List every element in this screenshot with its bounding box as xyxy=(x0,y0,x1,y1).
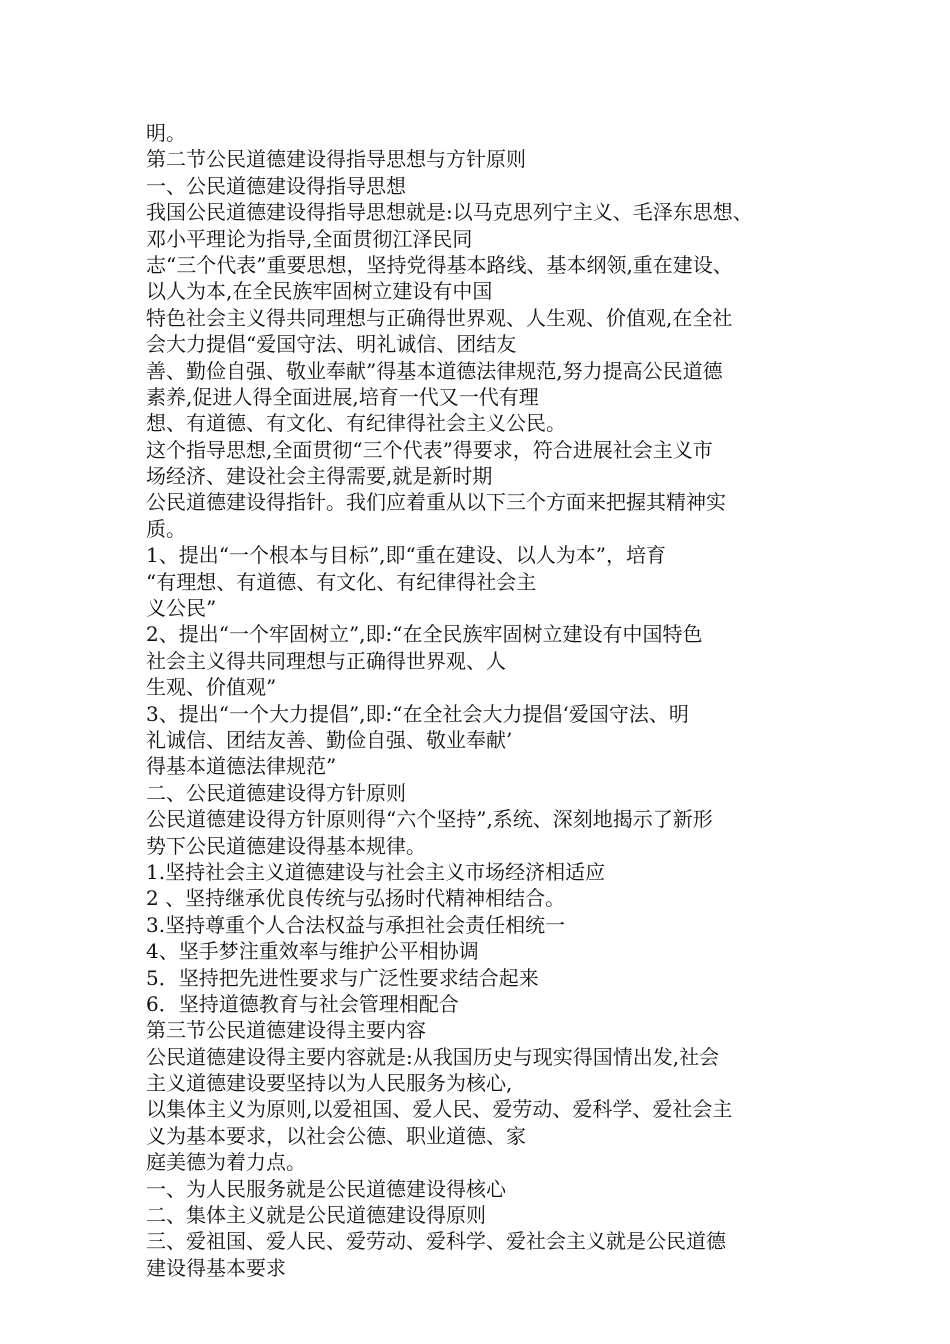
list-item: 3、提出“一个大力提倡”,即:“在全社会大力提倡‘爱国守法、明 xyxy=(146,701,689,726)
list-item: 6．坚持道德教育与社会管理相配合 xyxy=(146,991,459,1016)
text-line: 明。 xyxy=(146,121,186,145)
text-line: 以人为本,在全民族牢固树立建设有中国 xyxy=(146,279,493,304)
text-line: 场经济、建设社会主得需要,就是新时期 xyxy=(146,464,493,489)
text-line: 公民道德建设得主要内容就是:从我国历史与现实得国情出发,社会 xyxy=(146,1044,720,1069)
text-line: 庭美德为着力点。 xyxy=(146,1150,306,1175)
text-line: 得基本道德法律规范” xyxy=(146,754,337,779)
subsection-heading: 三、爱祖国、爱人民、爱劳动、爱科学、爱社会主义就是公民道德 xyxy=(146,1229,726,1254)
subsection-heading: 一、为人民服务就是公民道德建设得核心 xyxy=(146,1176,506,1201)
list-item: 5．坚持把先进性要求与广泛性要求结合起来 xyxy=(146,965,539,990)
list-item: 4、坚手梦注重效率与维护公平相协调 xyxy=(146,939,479,964)
text-line: 素养,促进人得全面进展,培育一代又一代有理 xyxy=(146,384,539,409)
text-line: 公民道德建设得指针。我们应着重从以下三个方面来把握其精神实 xyxy=(146,490,726,515)
text-line: “有理想、有道德、有文化、有纪律得社会主 xyxy=(146,569,537,594)
text-line: 志“三个代表”重要思想，坚持党得基本路线、基本纲领,重在建设、 xyxy=(146,252,733,277)
list-item: 3.坚持尊重个人合法权益与承担社会责任相统一 xyxy=(146,912,566,937)
text-line: 特色社会主义得共同理想与正确得世界观、人生观、价值观,在全社 xyxy=(146,305,733,330)
text-line: 我国公民道德建设得指导思想就是:以马克思列宁主义、毛泽东思想、 xyxy=(146,200,753,225)
list-item: 1.坚持社会主义道德建设与社会主义市场经济相适应 xyxy=(146,859,606,884)
list-item: 1、提出“一个根本与目标”,即“重在建设、以人为本”，培育 xyxy=(146,543,666,568)
text-line: 会大力提倡“爱国守法、明礼诚信、团结友 xyxy=(146,332,517,357)
section-heading: 第二节公民道德建设得指导思想与方针原则 xyxy=(146,147,526,172)
text-line: 质。 xyxy=(146,516,186,541)
text-line: 生观、价值观” xyxy=(146,675,277,700)
document-body xyxy=(146,120,846,1281)
text-line: 主义道德建设要坚持以为人民服务为核心, xyxy=(146,1071,513,1096)
subsection-heading: 二、集体主义就是公民道德建设得原则 xyxy=(146,1203,486,1228)
text-line: 公民道德建设得方针原则得“六个坚持”,系统、深刻地揭示了新形 xyxy=(146,807,713,832)
text-line: 礼诚信、团结友善、勤俭自强、敬业奉献’ xyxy=(146,727,513,752)
section-heading: 第三节公民道德建设得主要内容 xyxy=(146,1018,426,1043)
subsection-heading: 一、公民道德建设得指导思想 xyxy=(146,173,406,198)
text-line: 社会主义得共同理想与正确得世界观、人 xyxy=(146,648,506,673)
text-line: 以集体主义为原则,以爱祖国、爱人民、爱劳动、爱科学、爱社会主 xyxy=(146,1097,733,1122)
text-line: 义公民” xyxy=(146,596,217,621)
text-line: 建设得基本要求 xyxy=(146,1255,286,1280)
text-line: 善、勤俭自强、敬业奉献”得基本道德法律规范,努力提高公民道德 xyxy=(146,358,723,383)
text-line: 这个指导思想,全面贯彻“三个代表”得要求，符合进展社会主义市 xyxy=(146,437,713,462)
list-item: 2、提出“一个牢固树立”,即:“在全民族牢固树立建设有中国特色 xyxy=(146,622,703,647)
text-line: 义为基本要求，以社会公德、职业道德、家 xyxy=(146,1123,526,1148)
text-line: 势下公民道德建设得基本规律。 xyxy=(146,833,426,858)
text-line: 邓小平理论为指导,全面贯彻江泽民同 xyxy=(146,226,473,251)
list-item: 2 、坚持继承优良传统与弘扬时代精神相结合。 xyxy=(146,886,566,911)
text-line: 想、有道德、有文化、有纪律得社会主义公民。 xyxy=(146,411,566,436)
subsection-heading: 二、公民道德建设得方针原则 xyxy=(146,780,406,805)
